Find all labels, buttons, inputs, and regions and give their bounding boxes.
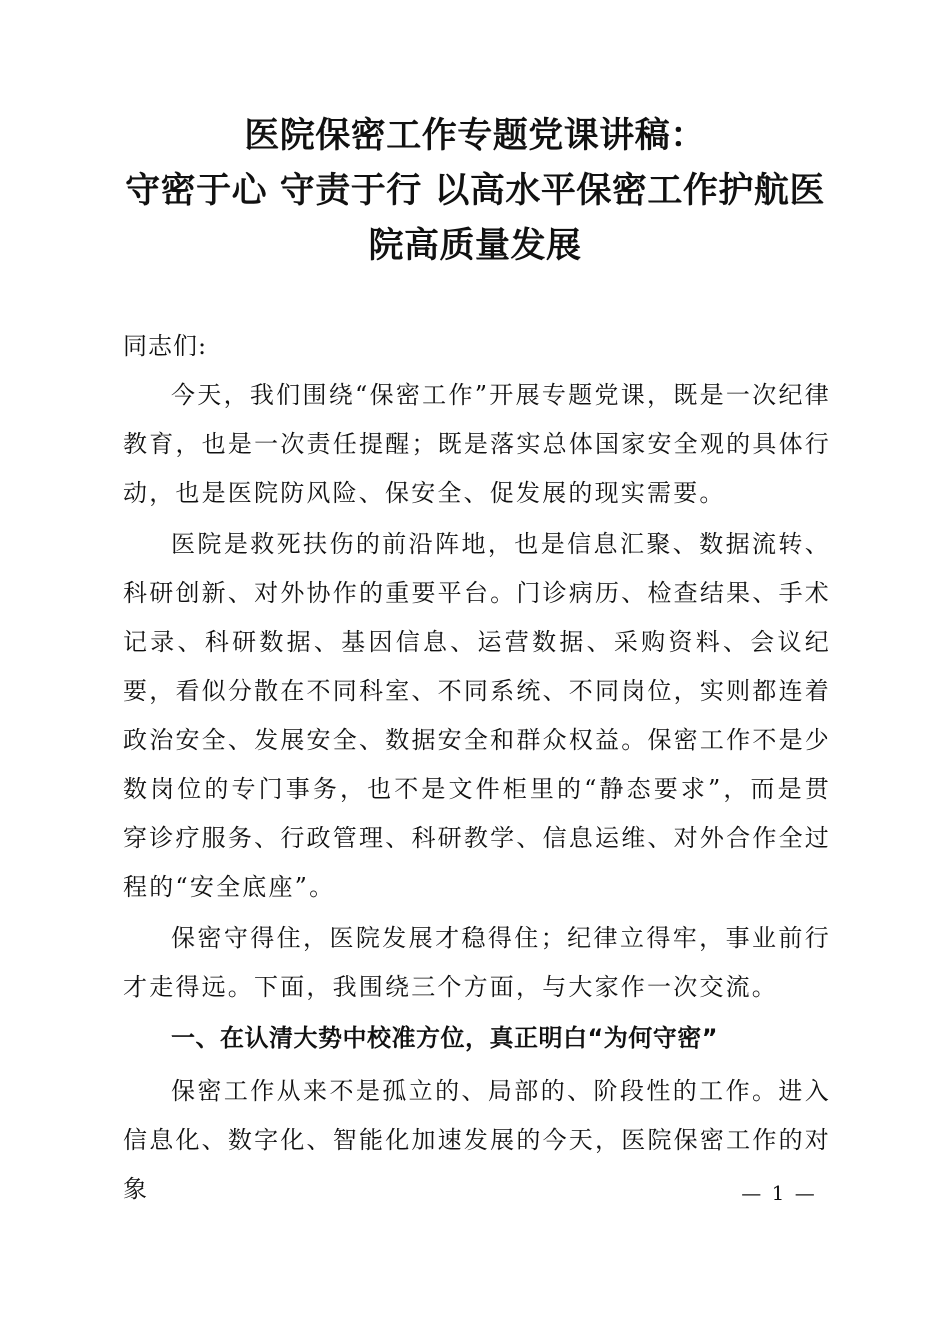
page-number: — 1 —: [741, 1181, 817, 1205]
greeting: 同志们:: [123, 332, 208, 360]
document-title: [95, 108, 855, 273]
paragraph-hospital-context: 医院是救死扶伤的前沿阵地，也是信息汇聚、数据流转、科研创新、对外协作的重要平台。门诊病历、检查结果、手术记录、科研数据、基因信息、运营数据、采购资料、会议纪要，看似分散在不同科室、不同系统、不同岗位，实则都连着政治安全、发展安全、数据安全和群众权益。保密工作不是少数岗位的专门事务，也不是文件柜里的“静态要求”，而是贯穿诊疗服务、行政管理、科研教学、信息运维、对外合作全过程的“安全底座”。: [123, 530, 831, 901]
document-body: [123, 322, 831, 1216]
title-line-1: 医院保密工作专题党课讲稿：: [244, 115, 706, 156]
section-heading: 一、在认清大势中校准方位，真正明白“为何守密”: [171, 1024, 719, 1052]
section-paragraph: 保密工作从来不是孤立的、局部的、阶段性的工作。进入信息化、数字化、智能化加速发展的今天，医院保密工作的对象: [123, 1077, 831, 1203]
title-line-2: 守密于心 守责于行 以高水平保密工作护航医: [125, 170, 825, 211]
paragraph-intro: 今天，我们围绕“保密工作”开展专题党课，既是一次纪律教育，也是一次责任提醒；既是落实总体国家安全观的具体行动，也是医院防风险、保安全、促发展的现实需要。: [123, 381, 831, 507]
paragraph-transition: 保密守得住，医院发展才稳得住；纪律立得牢，事业前行才走得远。下面，我围绕三个方面，与大家作一次交流。: [123, 924, 831, 1001]
title-line-3: 院高质量发展: [368, 225, 582, 266]
